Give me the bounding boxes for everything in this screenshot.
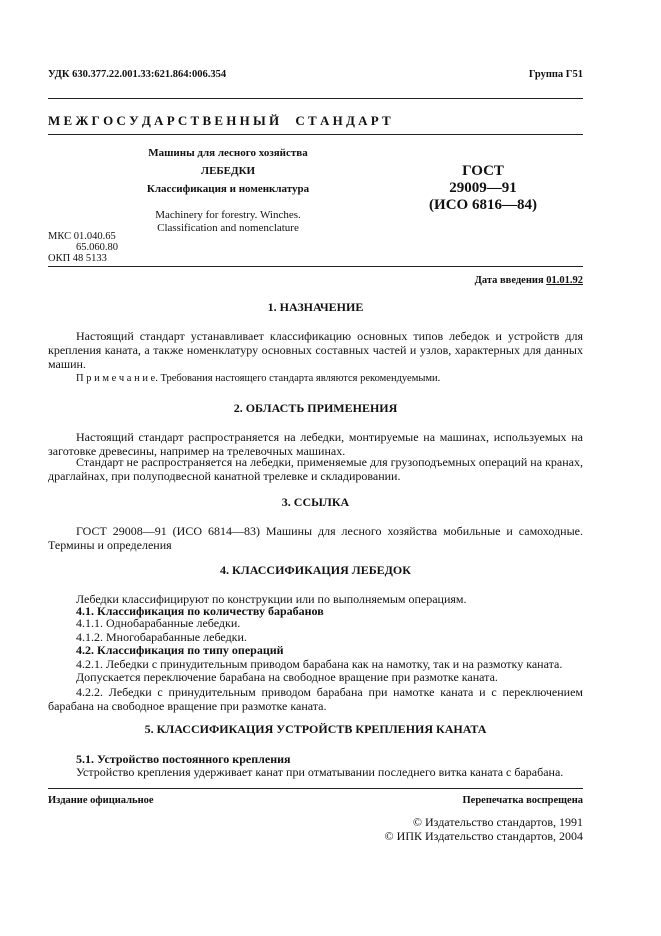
section-2-paragraph-2: Стандарт не распространяется на лебедки, применяемые для грузоподъемных операций на кранах, драглайнах, при полуподвесной канатной трелевке и складировании. xyxy=(48,455,583,483)
interstate-standard-heading: М Е Ж Г О С У Д А Р С Т В Е Н Н Ы Й С Т А Н Д А Р Т xyxy=(48,113,391,128)
section-2-title: 2. ОБЛАСТЬ ПРИМЕНЕНИЯ xyxy=(233,401,398,415)
section-4-paragraph: Лебедки классифицируют по конструкции или по выполняемым операциям. xyxy=(76,592,467,606)
mks-code-1: МКС 01.040.65 xyxy=(48,231,116,242)
section-1-paragraph: Настоящий стандарт устанавливает классификацию основных типов лебедок и устройств для крепления каната, а также номенклатуру основных составных частей и узлов, характерных для данных машин. xyxy=(48,329,583,371)
copyright-2004: © ИПК Издательство стандартов, 2004 xyxy=(384,829,583,843)
intro-date xyxy=(475,275,583,286)
section-1-title: 1. НАЗНАЧЕНИЕ xyxy=(267,300,364,314)
title-line3: Классификация и номенклатура xyxy=(146,183,310,195)
section-5-1-heading: 5.1. Устройство постоянного крепления xyxy=(76,752,291,766)
intro-date-value: 01.01.92 xyxy=(546,275,583,286)
section-4-1-1: 4.1.1. Однобарабанные лебедки. xyxy=(76,616,241,630)
group-code: Группа Г51 xyxy=(528,69,583,80)
title-line2: ЛЕБЕДКИ xyxy=(200,165,256,177)
section-4-1-heading: 4.1. Классификация по количеству барабанов xyxy=(76,604,324,618)
section-4-2-1: 4.2.1. Лебедки с принудительным приводом барабана как на намотку, так и на размотку каната. xyxy=(76,657,563,671)
gost-label: ГОСТ xyxy=(462,163,504,179)
title-en-line1: Machinery for forestry. Winches. xyxy=(155,209,301,221)
title-en-line2: Classification and nomenclature xyxy=(157,222,299,234)
gost-number: 29009—91 xyxy=(449,180,517,196)
udk-code: УДК 630.377.22.001.33:621.864:006.354 xyxy=(48,69,227,80)
iso-number: (ИСО 6816—84) xyxy=(429,197,537,213)
section-4-2-heading: 4.2. Классификация по типу операций xyxy=(76,643,284,657)
codes-rule xyxy=(48,266,583,267)
reprint-prohibited: Перепечатка воспрещена xyxy=(462,795,583,806)
header-rule-top xyxy=(48,98,583,99)
section-3-title: 3. ССЫЛКА xyxy=(281,495,350,509)
header-rule-bottom xyxy=(48,134,583,135)
section-1-note xyxy=(76,373,583,384)
section-5-title: 5. КЛАССИФИКАЦИЯ УСТРОЙСТВ КРЕПЛЕНИЯ КАНАТА xyxy=(144,722,487,736)
okp-code: ОКП 48 5133 xyxy=(48,253,107,264)
title-line1: Машины для лесного хозяйства xyxy=(148,147,308,159)
mks-code-2: 65.060.80 xyxy=(76,242,118,253)
section-2-paragraph-1: Настоящий стандарт распространяется на лебедки, монтируемые на машинах, используемых на заготовке древесины, например на трелевочных машинах. xyxy=(48,430,583,458)
section-4-2-1-cont: Допускается переключение барабана на свободное вращение при размотке каната. xyxy=(76,670,498,684)
section-4-title: 4. КЛАССИФИКАЦИЯ ЛЕБЕДОК xyxy=(220,563,411,577)
intro-date-label: Дата введения xyxy=(474,275,544,286)
section-5-1-paragraph: Устройство крепления удерживает канат при отматывании последнего витка каната с барабана. xyxy=(76,765,564,779)
section-4-2-2: 4.2.2. Лебедки с принудительным приводом барабана при намотке каната и с переключением барабана на свободное вращение при размотке каната. xyxy=(48,685,583,713)
footer-rule xyxy=(48,788,583,789)
section-3-paragraph: ГОСТ 29008—91 (ИСО 6814—83) Машины для лесного хозяйства мобильные и самоходные. Термины и определения xyxy=(48,524,583,552)
note-label: П р и м е ч а н и е. xyxy=(76,373,158,384)
official-edition: Издание официальное xyxy=(48,795,154,806)
section-4-1-2: 4.1.2. Многобарабанные лебедки. xyxy=(76,630,247,644)
note-text: Требования настоящего стандарта являются рекомендуемыми. xyxy=(157,373,441,384)
copyright-1991: © Издательство стандартов, 1991 xyxy=(412,815,583,829)
